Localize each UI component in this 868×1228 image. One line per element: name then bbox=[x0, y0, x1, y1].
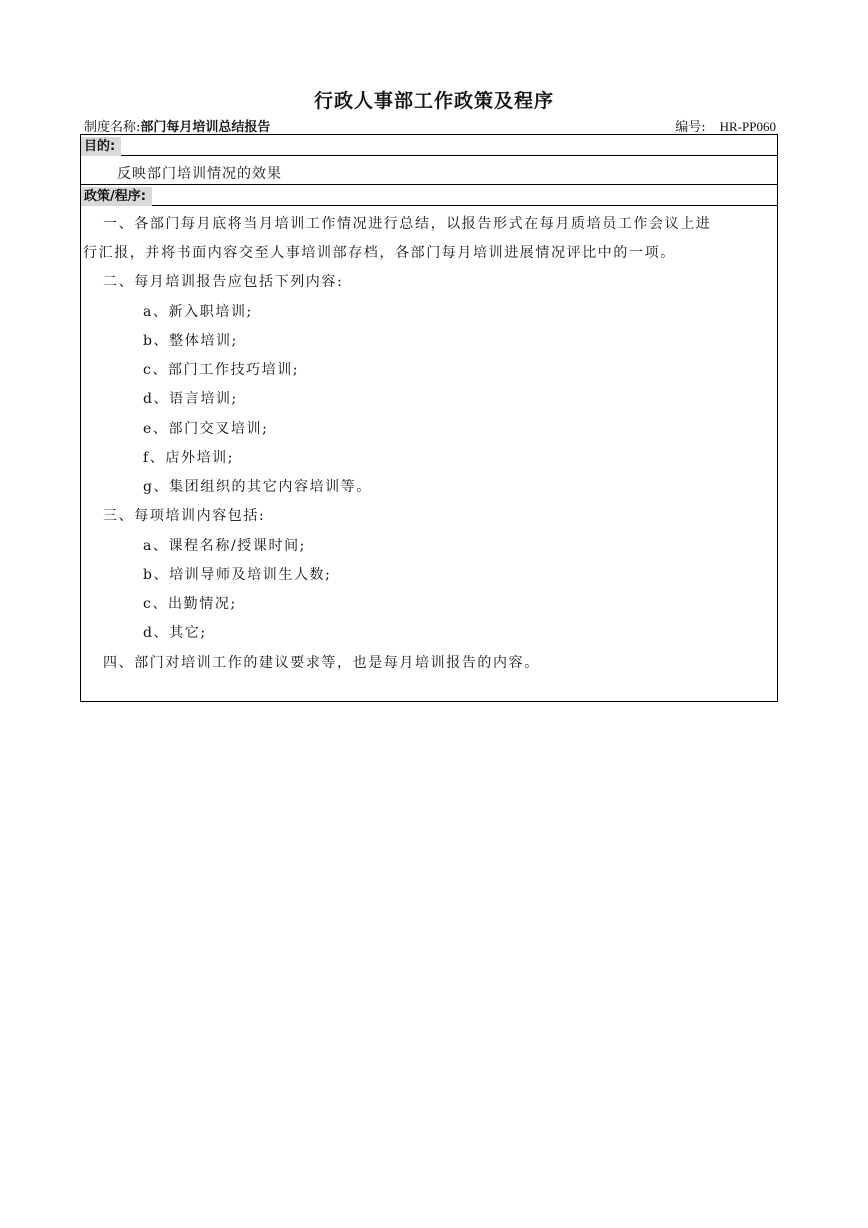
purpose-label: 目的: bbox=[81, 137, 121, 156]
policy-line: f、店外培训; bbox=[143, 450, 235, 466]
policy-line: b、整体培训; bbox=[143, 333, 238, 349]
policy-line: e、部门交叉培训; bbox=[143, 421, 269, 437]
policy-code-label: 编号: bbox=[675, 120, 706, 135]
policy-name-value: 部门每月培训总结报告 bbox=[140, 120, 271, 135]
policy-line: c、部门工作技巧培训; bbox=[143, 362, 300, 378]
policy-box bbox=[80, 134, 778, 702]
policy-line: g、集团组织的其它内容培训等。 bbox=[143, 479, 372, 495]
policy-line: 一、各部门每月底将当月培训工作情况进行总结，以报告形式在每月质培员工作会议上进 bbox=[103, 216, 712, 232]
policy-line: b、培训导师及培训生人数; bbox=[143, 567, 332, 583]
policy-line: 行汇报，并将书面内容交至人事培训部存档，各部门每月培训进展情况评比中的一项。 bbox=[83, 245, 676, 261]
purpose-header bbox=[81, 135, 777, 156]
policy-code bbox=[675, 116, 776, 135]
policy-line: 三、每项培训内容包括: bbox=[103, 508, 266, 524]
policy-header bbox=[81, 185, 777, 206]
policy-line: a、新入职培训; bbox=[143, 304, 253, 320]
policy-label: 政策/程序: bbox=[81, 187, 152, 206]
policy-line: 二、每月培训报告应包括下列内容: bbox=[103, 274, 344, 290]
meta-row bbox=[82, 116, 778, 134]
purpose-text: 反映部门培训情况的效果 bbox=[117, 166, 282, 182]
page-title: 行政人事部工作政策及程序 bbox=[313, 90, 554, 112]
policy-line: 四、部门对培训工作的建议要求等，也是每月培训报告的内容。 bbox=[103, 655, 540, 671]
policy-line: d、语言培训; bbox=[143, 391, 238, 407]
policy-line: a、课程名称/授课时间; bbox=[143, 538, 306, 554]
policy-line: d、其它; bbox=[143, 625, 207, 641]
policy-name bbox=[84, 116, 270, 135]
policy-line: c、出勤情况; bbox=[143, 596, 237, 612]
policy-name-label: 制度名称: bbox=[84, 120, 141, 135]
policy-code-value: HR-PP060 bbox=[719, 119, 776, 134]
